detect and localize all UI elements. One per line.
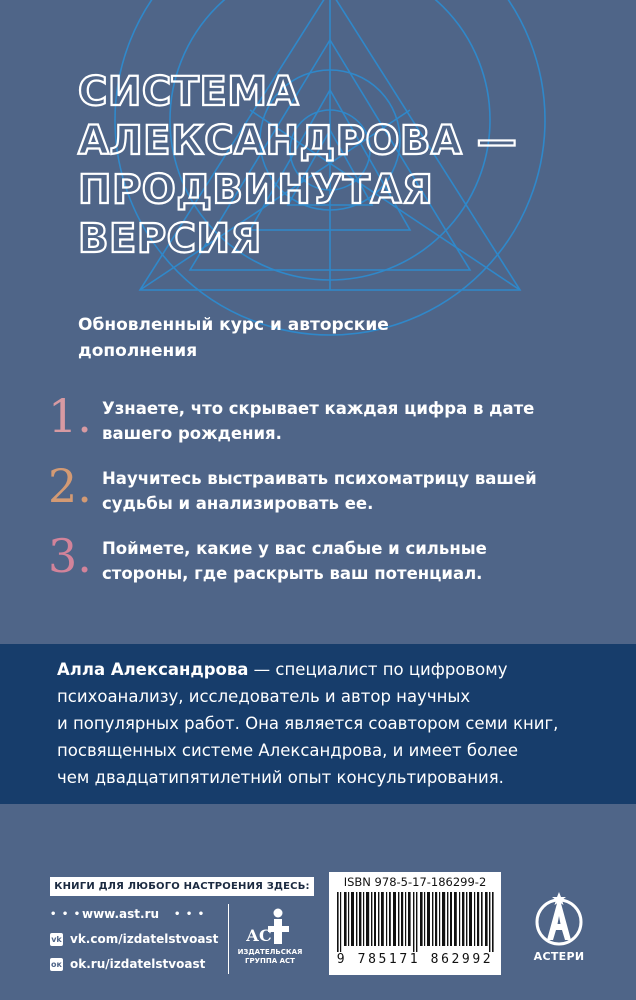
publisher-caption-line: ГРУППА АСТ [245, 957, 295, 965]
bio-line: посвященных системе Александрова, и имеет более [57, 741, 519, 760]
book-title [78, 68, 618, 264]
benefit-number: 1. [48, 389, 92, 443]
website-link[interactable] [50, 902, 230, 927]
author-name: Алла Александрова [57, 660, 249, 679]
dots-decoration: • • • [174, 909, 206, 920]
vk-link[interactable] [50, 927, 230, 952]
publisher-caption-line: ИЗДАТЕЛЬСКАЯ [237, 948, 303, 956]
bio-line: и популярных работ. Она является соавтором семи книг, [57, 714, 559, 733]
bio-text: — специалист по цифровому [248, 660, 508, 679]
title-line: ПРОДВИНУТАЯ [78, 167, 434, 213]
benefit-number: 2. [48, 459, 92, 513]
svg-text:С: С [259, 926, 272, 945]
website-label: www.ast.ru [82, 907, 160, 921]
benefit-number: 3. [48, 529, 92, 583]
ok-icon: ок [51, 960, 62, 969]
publisher-caption [234, 948, 306, 966]
bio-line: психоанализу, исследователь и автор научных [57, 687, 471, 706]
isbn-label: ISBN 978-5-17-186299-2 [343, 875, 487, 889]
title-line: ВЕРСИЯ [78, 216, 262, 262]
promo-label: КНИГИ ДЛЯ ЛЮБОГО НАСТРОЕНИЯ ЗДЕСЬ: [50, 877, 314, 896]
benefit-item [48, 529, 608, 606]
bio-line: чем двадцатипятилетний опыт консультирования. [57, 768, 504, 787]
benefit-text: Узнаете, что скрывает каждая цифра в дате вашего рождения. [102, 399, 535, 443]
barcode-digits: 9 785171 862992 [336, 952, 494, 967]
imprint-name: АСТЕРИ [533, 950, 585, 963]
author-bio [57, 656, 617, 791]
benefit-list [48, 389, 608, 606]
dots-decoration: • • • [50, 909, 82, 920]
title-line: СИСТЕМА [78, 69, 300, 115]
title-line: АЛЕКСАНДРОВА — [78, 118, 518, 164]
vk-label: vk.com/izdatelstvoast [70, 932, 219, 946]
benefit-text: Поймете, какие у вас слабые и сильные стороны, где раскрыть ваш потенциал. [102, 539, 487, 583]
benefit-item [48, 389, 608, 466]
vk-icon: vk [51, 935, 62, 944]
asteri-logo [520, 890, 598, 980]
publisher-contacts [50, 902, 230, 977]
benefit-item [48, 459, 608, 536]
ast-logo-icon [234, 904, 306, 948]
isbn-barcode [329, 872, 501, 975]
divider [228, 904, 229, 974]
ok-label: ok.ru/izdatelstvoast [70, 957, 206, 971]
ok-link[interactable] [50, 952, 230, 977]
bio-line [57, 656, 617, 683]
svg-text:А: А [246, 926, 260, 945]
book-subtitle: Обновленный курс и авторские дополнения [78, 315, 389, 361]
asteri-logo-icon [520, 890, 598, 950]
publisher-logo [234, 904, 306, 974]
barcode-icon [335, 892, 495, 952]
benefit-text: Научитесь выстраивать психоматрицу вашей судьбы и анализировать ее. [102, 469, 537, 513]
